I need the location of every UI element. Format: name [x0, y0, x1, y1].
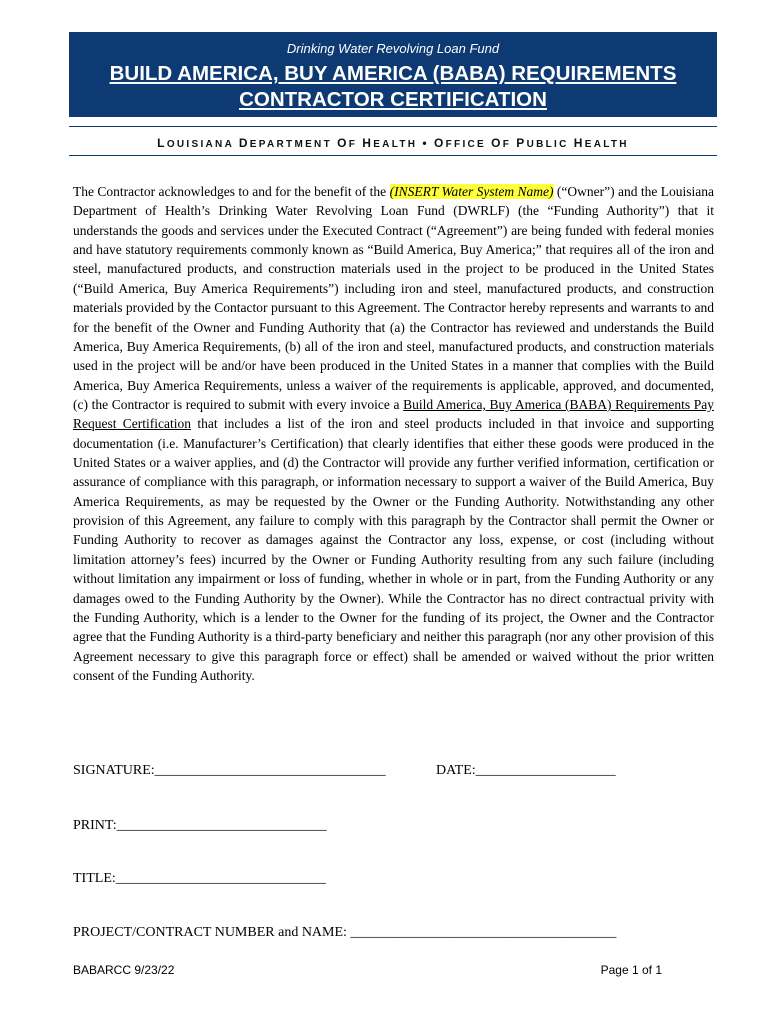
- date-field[interactable]: DATE:____________________: [436, 763, 616, 778]
- pay-request-certification-reference: Build America, Buy America (BABA) Requirements Pay Request Certification: [73, 396, 714, 432]
- form-code: BABARCC 9/23/22: [73, 963, 175, 977]
- signature-field[interactable]: SIGNATURE:_________________________________: [73, 763, 386, 778]
- divider-bottom: [69, 155, 717, 156]
- water-system-placeholder[interactable]: (INSERT Water System Name): [389, 184, 554, 199]
- header-banner: [69, 32, 717, 117]
- department-line: LOUISIANA DEPARTMENT OF HEALTH • OFFICE OF PUBLIC HEALTH: [157, 136, 629, 150]
- title-line-2: CONTRACTOR CERTIFICATION: [239, 88, 547, 111]
- print-name-field[interactable]: PRINT:______________________________: [73, 818, 327, 833]
- document-title: [69, 61, 717, 113]
- title-line-1: BUILD AMERICA, BUY AMERICA (BABA) REQUIREMENTS: [109, 62, 677, 85]
- certification-paragraph: The Contractor acknowledges to and for the benefit of the (INSERT Water System Name) (“Owner”) and the Louisiana Department of Health’s Drinking Water Revolving Loan Fund (DWRLF) (the “Funding Authority”) that it understands the goods and services under the Executed Contract (“Agreement”) are being funded with federal monies and have statutory requirements commonly known as “Build America, Buy America;” that requires all of the iron and steel, manufactured products, and construction materials used in the project to be produced in the United States (“Build America, Buy America Requirements”) including iron and steel, manufactured products, and construction materials provided by the Contactor pursuant to this Agreement. The Contractor hereby represents and warrants to and for the benefit of the Owner and Funding Authority that (a) the Contractor has reviewed and understands the Build America, Buy America Requirements, (b) all of the iron and steel, manufactured products, and construction materials used in the project will be and/or have been produced in the United States in a manner that complies with the Build America, Buy America Requirements, unless a waiver of the requirements is applicable, approved, and documented, (c) the Contractor is required to submit with every invoice a Build America, Buy America (BABA) Requirements Pay Request Certification that includes a list of the iron and steel products included in that invoice and supporting documentation (i.e. Manufacturer’s Certification) that clearly identifies that either these goods were produced in the United States or a waiver applies, and (d) the Contractor will provide any further verified information, certification or assurance of compliance with this paragraph, or information necessary to support a waiver of the Build America, Buy America Requirements, as may be requested by the Owner or the Funding Authority. Notwithstanding any other provision of this Agreement, any failure to comply with this paragraph by the Contractor shall permit the Owner or Funding Authority to recover as damages against the Contractor any loss, expense, or cost (including without limitation attorney’s fees) incurred by the Owner or Funding Authority resulting from any such failure (including without limitation any impairment or loss of funding, whether in whole or in part, from the Funding Authority or any damages owed to the Funding Authority by the Owner). While the Contractor has no direct contractual privity with the Funding Authority, which is a lender to the Owner for the funding of its project, the Owner and the Contractor agree that the Funding Authority is a third-party beneficiary and neither this paragraph (nor any other provision of this Agreement necessary to give this paragraph force or effect) shall be amended or waived without the prior written consent of the Funding Authority.: [73, 184, 715, 683]
- project-contract-field[interactable]: PROJECT/CONTRACT NUMBER and NAME: ______________________________________: [73, 925, 617, 940]
- page-number: Page 1 of 1: [600, 963, 662, 977]
- program-name: Drinking Water Revolving Loan Fund: [286, 41, 500, 56]
- title-field[interactable]: TITLE:______________________________: [73, 871, 326, 886]
- divider-top: [69, 126, 717, 127]
